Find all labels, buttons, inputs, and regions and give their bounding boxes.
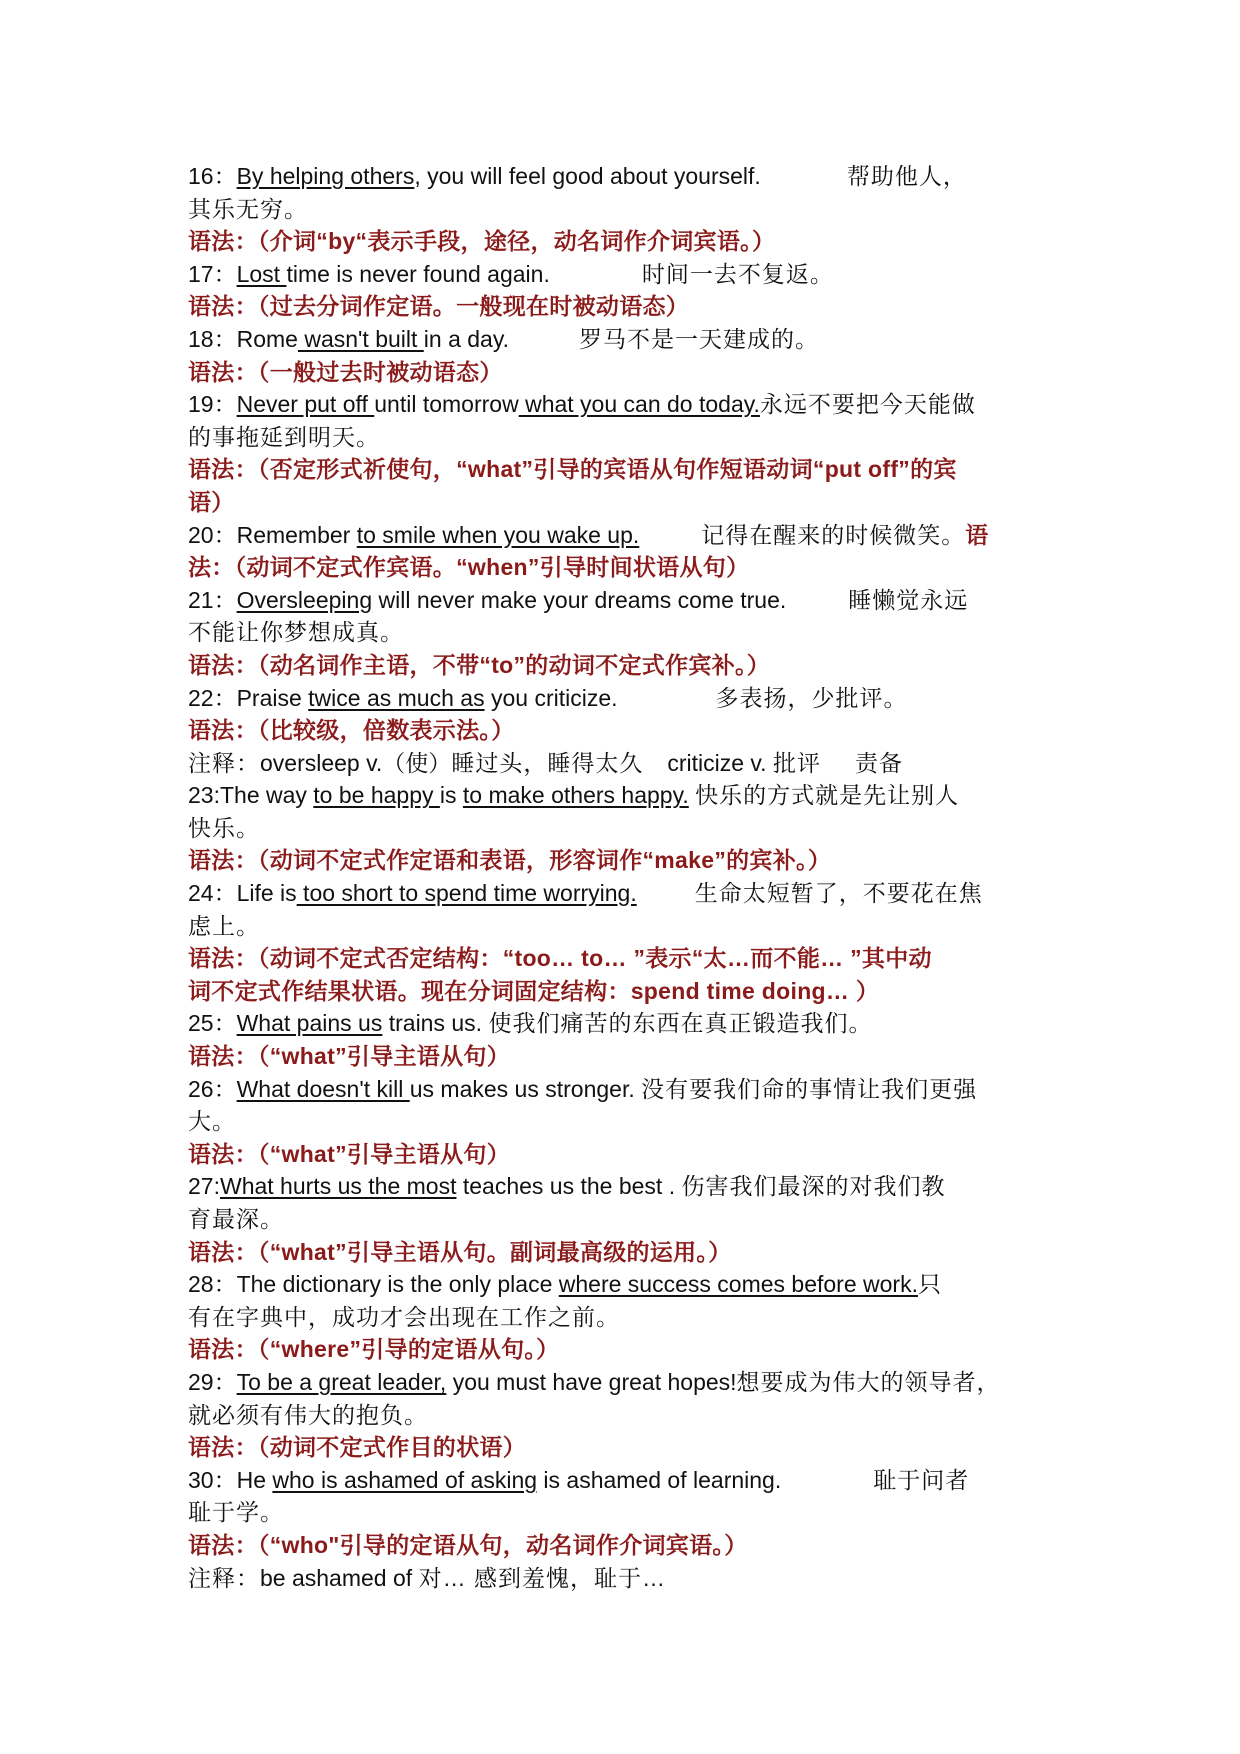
text-segment: 就必须有伟大的抱负。 bbox=[188, 1401, 428, 1428]
text-segment: 虑上。 bbox=[188, 912, 260, 939]
grammar-note-line bbox=[188, 486, 1068, 519]
text-segment: 罗马不是一天建成的。 bbox=[579, 325, 820, 352]
text-segment: be ashamed of bbox=[260, 1564, 419, 1591]
underlined-phrase: What pains us bbox=[236, 1010, 383, 1037]
text-segment: 语法：（动词不定式作目的状语） bbox=[188, 1434, 526, 1461]
grammar-note-line bbox=[188, 975, 1068, 1008]
underlined-phrase: What hurts us the most bbox=[219, 1173, 457, 1200]
grammar-note-line bbox=[188, 290, 1068, 323]
text-segment: 26： bbox=[188, 1075, 237, 1102]
text-segment: you criticize. bbox=[484, 684, 618, 711]
text-segment: 时间一去不复返。 bbox=[641, 260, 834, 287]
text-line bbox=[188, 160, 1068, 193]
text-segment: 想要成为伟大的领导者， bbox=[736, 1368, 1001, 1395]
grammar-note-line bbox=[188, 942, 1068, 975]
text-line bbox=[188, 1268, 1068, 1301]
underlined-phrase: What doesn't kill bbox=[236, 1075, 410, 1102]
text-segment: 其乐无穷。 bbox=[188, 195, 308, 222]
grammar-note-line bbox=[188, 1236, 1068, 1269]
text-line bbox=[188, 1203, 1068, 1236]
text-line bbox=[188, 812, 1068, 845]
text-segment: time is never found again. bbox=[286, 260, 550, 287]
text-segment: 语法：（否定形式祈使句，“what”引导的宾语从句作短语动词“put off”的宾 bbox=[188, 456, 957, 483]
text-line bbox=[188, 1301, 1068, 1334]
text-segment: oversleep v.（使） bbox=[260, 749, 452, 776]
text-line bbox=[188, 519, 1068, 552]
grammar-note-line bbox=[188, 1431, 1068, 1464]
grammar-note-line bbox=[188, 1333, 1068, 1366]
text-segment: 20：Remember bbox=[188, 521, 357, 548]
text-segment: 耻于问者 bbox=[873, 1466, 970, 1493]
underlined-phrase: who is ashamed of asking bbox=[272, 1466, 538, 1493]
grammar-note-line bbox=[188, 714, 1068, 747]
text-line bbox=[188, 1496, 1068, 1529]
text-segment: 记得在醒来的时候微笑。 bbox=[701, 521, 966, 548]
text-line bbox=[188, 193, 1068, 226]
text-segment: 语法：（比较级，倍数表示法。） bbox=[188, 717, 515, 744]
text-segment: 快乐。 bbox=[188, 814, 260, 841]
grammar-note-line bbox=[188, 356, 1068, 389]
text-segment: 永远不要把今天能做 bbox=[759, 391, 976, 418]
text-line bbox=[188, 779, 1068, 812]
grammar-note-line bbox=[188, 1529, 1068, 1562]
underlined-phrase: wasn't built bbox=[297, 325, 424, 352]
underlined-phrase: too short to spend time worrying. bbox=[296, 880, 637, 907]
text-segment: trains us. bbox=[382, 1010, 489, 1037]
underlined-phrase: twice as much as bbox=[308, 684, 485, 711]
text-segment: 有在字典中，成功才会出现在工作之前。 bbox=[188, 1303, 620, 1330]
text-segment: 24：Life is bbox=[188, 880, 297, 907]
text-segment: is bbox=[439, 782, 463, 809]
text-segment: 27: bbox=[188, 1173, 220, 1200]
proverb-grammar-list bbox=[188, 160, 1068, 1594]
text-segment: 多表扬，少批评。 bbox=[715, 684, 908, 711]
text-line bbox=[188, 1562, 1068, 1595]
text-segment: 只 bbox=[917, 1271, 942, 1298]
underlined-phrase: to be happy bbox=[313, 782, 440, 809]
text-line bbox=[188, 877, 1068, 910]
text-segment: 17： bbox=[188, 260, 237, 287]
grammar-note-line bbox=[188, 1040, 1068, 1073]
underlined-phrase: what you can do today. bbox=[518, 391, 760, 418]
text-segment: is ashamed of learning. bbox=[537, 1466, 782, 1493]
underlined-phrase: By helping others bbox=[236, 163, 415, 189]
text-segment: 语法：（动词不定式作定语和表语，形容词作“make”的宾补。） bbox=[188, 847, 832, 874]
text-segment: 29： bbox=[188, 1368, 237, 1395]
text-segment: 22：Praise bbox=[188, 684, 309, 711]
grammar-note-line bbox=[188, 453, 1068, 486]
text-segment: 睡过头，睡得太久 bbox=[451, 749, 644, 776]
underlined-phrase: Lost bbox=[236, 260, 287, 287]
text-segment: 不能让你梦想成真。 bbox=[188, 619, 404, 646]
text-segment: 育最深。 bbox=[188, 1206, 284, 1232]
text-line bbox=[188, 1464, 1068, 1497]
text-segment: 的事拖延到明天。 bbox=[188, 423, 380, 450]
grammar-note-line bbox=[188, 1138, 1068, 1171]
text-segment: 词不定式作结果状语。现在分词固定结构：spend time doing… ） bbox=[188, 977, 880, 1004]
text-segment: 注释： bbox=[188, 1564, 260, 1591]
text-segment: 语法：（“where”引导的定语从句。） bbox=[188, 1336, 560, 1363]
text-segment: 大。 bbox=[188, 1108, 236, 1135]
text-segment: 批评 bbox=[772, 749, 821, 776]
text-segment: 语） bbox=[188, 488, 235, 515]
text-segment: in a day. bbox=[423, 325, 510, 352]
text-line bbox=[188, 1105, 1068, 1138]
text-segment: 21： bbox=[188, 586, 237, 613]
text-segment: will never make your dreams come true. bbox=[372, 586, 787, 613]
text-segment: 睡懒觉永远 bbox=[848, 586, 969, 613]
text-line bbox=[188, 1366, 1068, 1399]
text-line bbox=[188, 1007, 1068, 1040]
text-segment: 28：The dictionary is the only place bbox=[188, 1271, 559, 1298]
text-segment: criticize v. bbox=[667, 749, 773, 776]
text-segment: 语法：（过去分词作定语。一般现在时被动语态） bbox=[188, 293, 690, 320]
text-line bbox=[188, 323, 1068, 356]
text-line bbox=[188, 258, 1068, 291]
text-line bbox=[188, 910, 1068, 943]
text-segment: 责备 bbox=[854, 749, 903, 776]
text-segment: until tomorrow bbox=[374, 391, 519, 418]
text-line bbox=[188, 682, 1068, 715]
text-segment: 语法：（“who"引导的定语从句，动名词作介词宾语。） bbox=[188, 1531, 748, 1558]
text-segment: 语法：（动名词作主语，不带“to”的动词不定式作宾补。） bbox=[188, 651, 771, 678]
text-segment: 语法：（“what”引导主语从句） bbox=[188, 1043, 510, 1070]
text-segment: 对… 感到羞愧，耻于… bbox=[418, 1564, 666, 1591]
grammar-note-line bbox=[188, 551, 1068, 584]
text-line bbox=[188, 1170, 1068, 1203]
text-segment: you must have great hopes! bbox=[446, 1368, 737, 1395]
text-segment: 法：（动词不定式作宾语。“when”引导时间状语从句） bbox=[188, 554, 750, 581]
text-line bbox=[188, 747, 1068, 780]
text-segment: 生命太短暂了，不要花在焦 bbox=[694, 880, 983, 907]
underlined-phrase: to make others happy. bbox=[462, 782, 689, 809]
text-line bbox=[188, 421, 1068, 454]
text-segment: 25： bbox=[188, 1010, 237, 1037]
text-segment: 30：He bbox=[188, 1466, 273, 1493]
text-segment: 使我们痛苦的东西在真正锻造我们。 bbox=[488, 1010, 873, 1037]
underlined-phrase: To be a great leader, bbox=[236, 1368, 447, 1395]
text-segment: 语法：（一般过去时被动语态） bbox=[188, 358, 503, 385]
text-segment: 耻于学。 bbox=[188, 1499, 284, 1526]
grammar-note-line bbox=[188, 844, 1068, 877]
underlined-phrase: Oversleeping bbox=[236, 586, 373, 613]
text-segment: 语法：（“what”引导主语从句） bbox=[188, 1140, 510, 1167]
text-segment: 19： bbox=[188, 391, 237, 418]
text-line bbox=[188, 584, 1068, 617]
text-segment: 帮助他人， bbox=[846, 163, 967, 189]
text-line bbox=[188, 1073, 1068, 1106]
text-line bbox=[188, 616, 1068, 649]
text-segment: 23:The way bbox=[188, 782, 314, 809]
grammar-note-line bbox=[188, 649, 1068, 682]
text-segment: 语法：（动词不定式否定结构：“too… to… ”表示“太…而不能… ”其中动 bbox=[188, 945, 932, 972]
text-segment: 伤害我们最深的对我们教 bbox=[681, 1173, 946, 1200]
underlined-phrase: where success comes before work. bbox=[558, 1271, 918, 1298]
text-line bbox=[188, 1399, 1068, 1432]
text-segment: us makes us stronger. bbox=[409, 1075, 642, 1102]
underlined-phrase: Never put off bbox=[236, 391, 375, 418]
text-segment: 16： bbox=[188, 163, 237, 189]
text-line bbox=[188, 388, 1068, 421]
text-segment: 18：Rome bbox=[188, 325, 298, 352]
text-segment: 语法：（介词“by“表示手段，途径，动名词作介词宾语。） bbox=[188, 228, 776, 255]
grammar-note-line bbox=[188, 225, 1068, 258]
text-segment: 语 bbox=[965, 521, 989, 548]
text-segment: teaches us the best . bbox=[456, 1173, 682, 1200]
text-segment: 快乐的方式就是先让别人 bbox=[695, 782, 960, 809]
underlined-phrase: to smile when you wake up. bbox=[356, 521, 640, 548]
text-segment: 注释： bbox=[188, 749, 260, 776]
text-segment: 语法：（“what”引导主语从句。副词最高级的运用。） bbox=[188, 1238, 732, 1265]
text-segment: 没有要我们命的事情让我们更强 bbox=[641, 1075, 978, 1102]
text-segment: , you will feel good about yourself. bbox=[414, 163, 761, 189]
